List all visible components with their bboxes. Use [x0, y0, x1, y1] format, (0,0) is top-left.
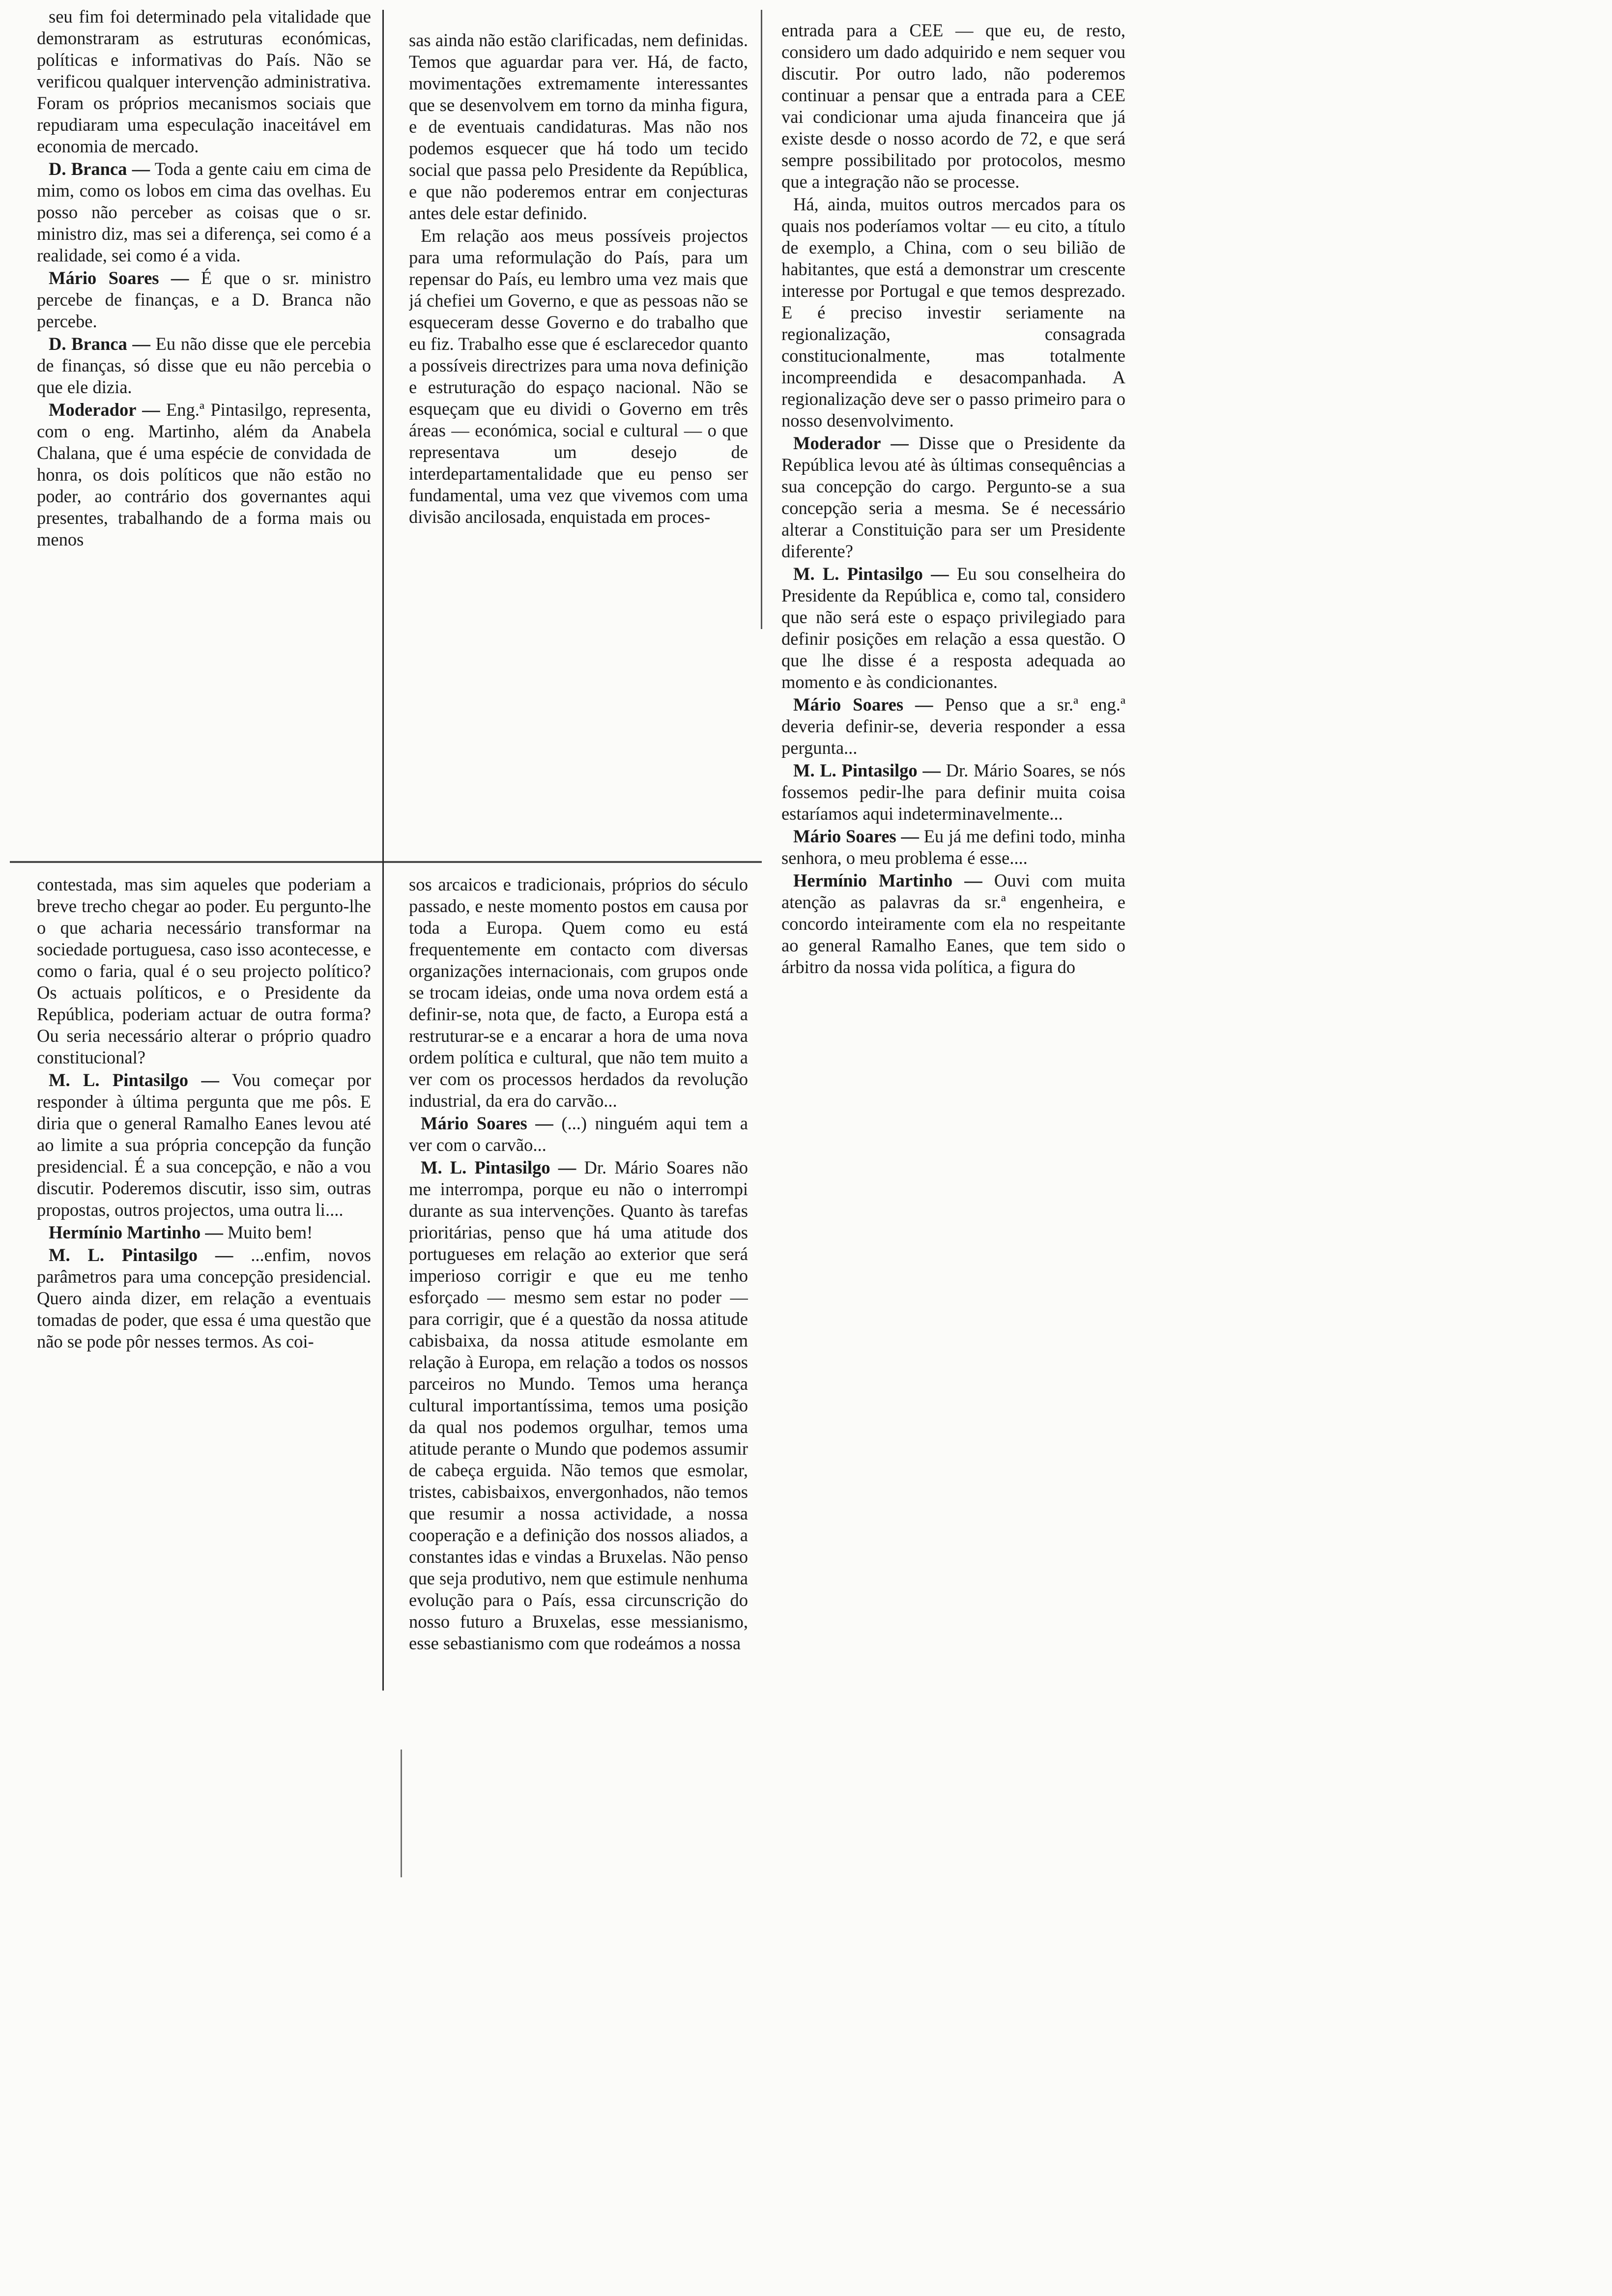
- paragraph-text: Vou começar por responder à última pergunta que me pôs. E diria que o general Ramalho Eanes levou até ao limite a sua própria concepção da função presidencial. É a sua concepção, e não a vou discutir. Poderemos discutir, isso sim, outras propostas, outros projectos, uma outra li....: [37, 1070, 371, 1220]
- column-1-lower: [37, 874, 371, 1709]
- article-paragraph: [781, 432, 1125, 562]
- paragraph-text: Ouvi com muita atenção as palavras da sr.ª engenheira, e concordo inteiramente com ela no respeitante ao general Ramalho Eanes, que tem sido o árbitro da nossa vida política, a figura do: [781, 870, 1125, 977]
- article-paragraph: [781, 694, 1125, 759]
- column-2-upper: [409, 29, 748, 855]
- paragraph-text: Toda a gente caiu em cima de mim, como os lobos em cima das ovelhas. Eu posso não perceber as coisas que o sr. ministro diz, mas sei a diferença, sei como é a realidade, sei como é a vida.: [37, 159, 371, 265]
- speaker-name: Mário Soares —: [793, 826, 919, 846]
- fold-crease: [10, 861, 762, 863]
- speaker-name: M. L. Pintasilgo —: [421, 1157, 576, 1177]
- speaker-name: Moderador —: [793, 433, 909, 453]
- paragraph-text: Há, ainda, muitos outros mercados para os quais nos poderíamos voltar — eu cito, a título de exemplo, a China, com o seu bilião de habitantes, que está a demonstrar um crescente interesse por Portugal e que temos desprezado. E é preciso investir seriamente na regionalização, consagrada constitucionalmente, mas totalmente incompreendida e desacompanhada. A regionalização deve ser o passo primeiro para o nosso desenvolvimento.: [781, 194, 1125, 430]
- paragraph-text: Eu sou conselheira do Presidente da República e, como tal, considero que não será este o espaço privilegiado para definir posições em relação a essa questão. O que lhe disse é a resposta adequada ao momento e às condicionantes.: [781, 564, 1125, 692]
- article-paragraph: [409, 1113, 748, 1156]
- article-paragraph: [37, 1069, 371, 1221]
- speaker-name: Moderador —: [49, 400, 160, 420]
- speaker-name: M. L. Pintasilgo —: [793, 760, 941, 780]
- speaker-name: M. L. Pintasilgo —: [793, 564, 949, 584]
- article-paragraph: [37, 1244, 371, 1352]
- column-2-lower: [409, 874, 748, 2289]
- paragraph-text: sos arcaicos e tradicionais, próprios do século passado, e neste momento postos em causa por toda a Europa. Quem como eu está frequentemente em contacto com diversas organizações internacionais, com grupos onde se trocam ideias, onde uma nova ordem está a definir-se, nota que, de facto, a Europa está a restruturar-se e a encarar a hora de uma nova ordem política e cultural, que não tem muito a ver com os processos herdados da revolução industrial, da era do carvão...: [409, 874, 748, 1111]
- article-paragraph: [409, 29, 748, 224]
- paragraph-text: Em relação aos meus possíveis projectos para uma reformulação do País, para um repensar do País, eu lembro uma vez mais que já chefiei um Governo, e que as pessoas não se esqueceram desse Governo e do trabalho que eu fiz. Trabalho esse que é esclarecedor quanto a possíveis directrizes para uma nova definição e estruturação do espaço nacional. Não se esqueçam que eu dividi o Governo em três áreas — económica, social e cultural — o que representava um desejo de interdepartamentalidade que eu penso ser fundamental, uma vez que vivemos com uma divisão ancilosada, enquistada em proces-: [409, 226, 748, 527]
- speaker-name: Mário Soares —: [49, 268, 189, 288]
- paragraph-text: Penso que a sr.ª eng.ª deveria definir-se, deveria responder a essa pergunta...: [781, 694, 1125, 758]
- speaker-name: Mário Soares —: [793, 694, 933, 715]
- column-3: [781, 20, 1125, 1602]
- column-rule-1: [382, 10, 384, 1691]
- article-paragraph: [781, 870, 1125, 978]
- paragraph-text: Eu não disse que ele percebia de finanças, só disse que eu não percebia o que ele dizia.: [37, 334, 371, 397]
- paragraph-text: Dr. Mário Soares não me interrompa, porque eu não o interrompi durante as sua intervenções. Quanto às tarefas prioritárias, penso que há uma atitude dos portugueses em relação ao exterior que será imperioso corrigir e que eu me tenho esforçado — mesmo sem estar no poder — para corrigir, que é a questão da nossa atitude cabisbaixa, da nossa atitude esmolante em relação à Europa, em relação a todos os nossos parceiros no Mundo. Temos uma herança cultural importantíssima, temos uma posição da qual nos podemos orgulhar, temos uma atitude perante o Mundo que podemos assumir de cabeça erguida. Não temos que esmolar, tristes, cabisbaixos, envergonhados, não temos que resumir a nossa actividade, a nossa cooperação e a definição dos nossos aliados, a constantes idas e vindas a Bruxelas. Não penso que seja produtivo, nem que estimule nenhuma evolução para o País, essa circunscrição do nosso futuro a Bruxelas, esse messianismo, esse sebastianismo com que rodeámos a nossa: [409, 1157, 748, 1653]
- paragraph-text: Eng.ª Pintasilgo, representa, com o eng. Martinho, além da Anabela Chalana, que é uma espécie de convidada de honra, os dois políticos que não estão no poder, ao contrário dos governantes aqui presentes, trabalhando de a forma mais ou menos: [37, 400, 371, 549]
- article-paragraph: [37, 333, 371, 398]
- article-paragraph: [781, 194, 1125, 431]
- paragraph-text: Dr. Mário Soares, se nós fossemos pedir-lhe para definir muita coisa estaríamos aqui indeterminavelmente...: [781, 760, 1125, 824]
- paragraph-text: (...) ninguém aqui tem a ver com o carvão...: [409, 1113, 748, 1155]
- speaker-name: D. Branca —: [49, 334, 150, 354]
- article-paragraph: [37, 874, 371, 1068]
- article-paragraph: [781, 20, 1125, 193]
- margin-mark: [401, 1750, 402, 1877]
- article-paragraph: [409, 874, 748, 1112]
- article-paragraph: [37, 267, 371, 332]
- paragraph-text: contestada, mas sim aqueles que poderiam a breve trecho chegar ao poder. Eu pergunto-lhe o que acharia necessário transformar na sociedade portuguesa, caso isso acontecesse, e como o faria, qual é o seu projecto político? Os actuais políticos, e o Presidente da República, poderiam actuar de outra forma? Ou seria necessário alterar o próprio quadro constitucional?: [37, 874, 371, 1067]
- paragraph-text: Disse que o Presidente da República levou até às últimas consequências a sua concepção do cargo. Pergunto-se a sua concepção seria a mesma. Se é necessário alterar a Constituição para ser um Presidente diferente?: [781, 433, 1125, 561]
- speaker-name: D. Branca —: [49, 159, 150, 179]
- paragraph-text: seu fim foi determinado pela vitalidade que demonstraram as estruturas económicas, políticas e informativas do País. Não se verificou qualquer intervenção administrativa. Foram os próprios mecanismos sociais que repudiaram uma especulação inaceitável em economia de mercado.: [37, 6, 371, 156]
- paragraph-text: Muito bem!: [223, 1222, 313, 1242]
- article-paragraph: [409, 225, 748, 528]
- article-paragraph: [37, 1222, 371, 1243]
- paragraph-text: É que o sr. ministro percebe de finanças, e a D. Branca não percebe.: [37, 268, 371, 331]
- paragraph-text: Eu já me defini todo, minha senhora, o meu problema é esse....: [781, 826, 1125, 868]
- speaker-name: M. L. Pintasilgo —: [49, 1245, 233, 1265]
- speaker-name: Mário Soares —: [421, 1113, 553, 1133]
- speaker-name: Hermínio Martinho —: [793, 870, 982, 890]
- article-paragraph: [37, 158, 371, 266]
- speaker-name: M. L. Pintasilgo —: [49, 1070, 219, 1090]
- paragraph-text: sas ainda não estão clarificadas, nem definidas. Temos que aguardar para ver. Há, de facto, movimentações extremamente interessantes que se desenvolvem em torno da minha figura, e de eventuais candidaturas. Mas não nos podemos esquecer que há todo um tecido social que passa pelo Presidente da República, e que não poderemos entrar em conjecturas antes dele estar definido.: [409, 30, 748, 223]
- paragraph-text: ...enfim, novos parâmetros para uma concepção presidencial. Quero ainda dizer, em relação a eventuais tomadas de poder, que essa é uma questão que não se pode pôr nesses termos. As coi-: [37, 1245, 371, 1351]
- article-paragraph: [781, 826, 1125, 869]
- column-rule-2: [761, 10, 762, 629]
- article-paragraph: [37, 6, 371, 157]
- article-paragraph: [781, 760, 1125, 825]
- column-1-upper: [37, 6, 371, 856]
- article-paragraph: [781, 563, 1125, 693]
- speaker-name: Hermínio Martinho —: [49, 1222, 223, 1242]
- paragraph-text: entrada para a CEE — que eu, de resto, considero um dado adquirido e nem sequer vou discutir. Por outro lado, não poderemos continuar a pensar que a entrada para a CEE vai condicionar uma ajuda financeira que já existe desde o nosso acordo de 72, e que será sempre possibilitado por protocolos, mesmo que a integração não se processe.: [781, 20, 1125, 192]
- article-paragraph: [409, 1157, 748, 1654]
- article-paragraph: [37, 399, 371, 550]
